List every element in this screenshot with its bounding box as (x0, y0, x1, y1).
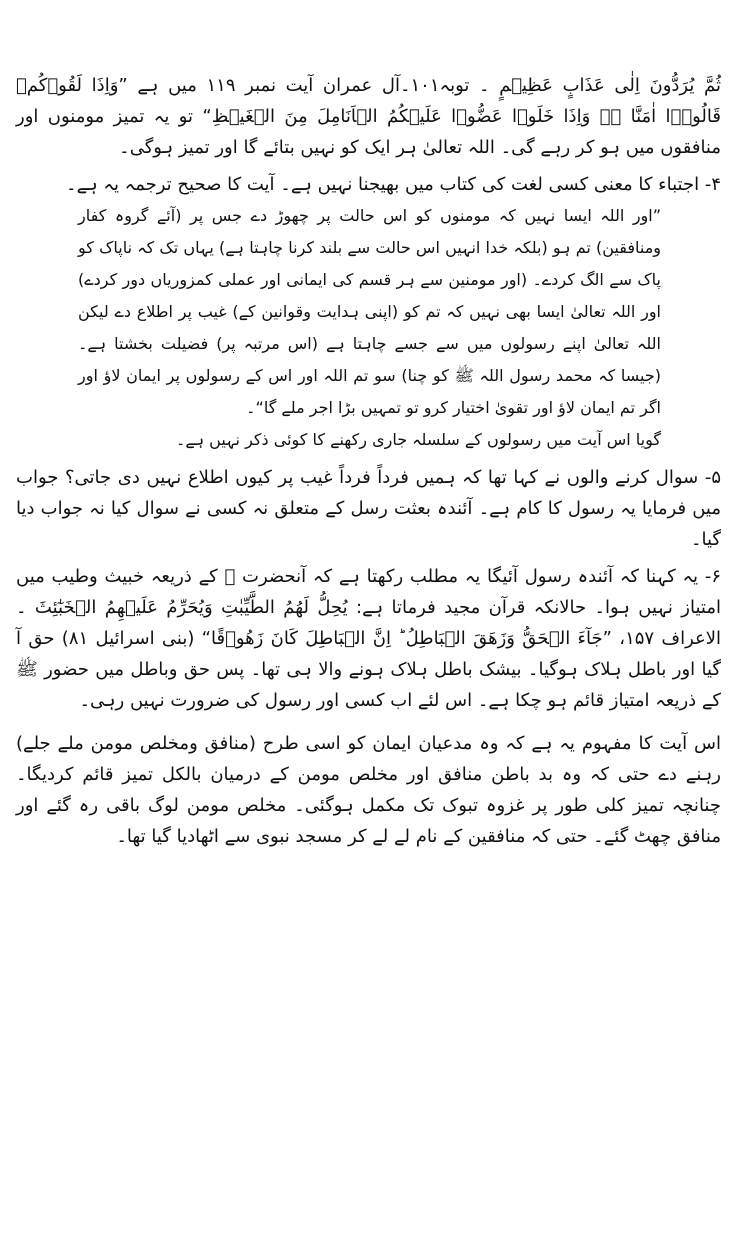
paragraph-point-6: ۶- یہ کہنا کہ آئندہ رسول آئیگا یہ مطلب رکھتا ہے کہ آنحضرت ﷺ کے ذریعہ خبیث وطیب میں امتیاز نہیں ہوا۔ حالانکہ قرآن مجید فرماتا ہے: يُحِلُّ لَهُمُ الطَّيِّبٰتِ وَيُحَرِّمُ عَلَيۡهِمُ الۡخَبٰٓئِثَ ۔ الاعراف ۱۵۷، ”جَآءَ الۡحَقُّ وَزَهَقَ الۡبَاطِلُ ؕ اِنَّ الۡبَاطِلَ كَانَ زَهُوۡقًا“ (بنی اسرائیل ۸۱) حق آ گیا اور باطل ہلاک ہوگیا۔ بیشک باطل ہلاک ہونے والا ہی تھا۔ پس حق وباطل میں حضور ﷺ کے ذریعہ امتیاز قائم ہو چکا ہے۔ اس لئے اب کسی اور رسول کی ضرورت نہیں رہی۔ (16, 566, 722, 711)
paragraph-verse-intro: ثُمَّ يُرَدُّونَ اِلٰى عَذَابٍ عَظِيۡمٍ ۔ توبہ۱۰۱۔آل عمران آیت نمبر ۱۱۹ میں ہے ”وَاِذَا لَقُوۡكُمۡ قَالُوۡۤا اٰمَنَّا ۖۚ وَاِذَا خَلَوۡا عَضُّوۡا عَلَيۡكُمُ الۡاَنَامِلَ مِنَ الۡغَيۡظِ“ تو یہ تمیز مومنوں اور منافقوں میں ہو کر رہے گی۔ اللہ تعالیٰ ہر ایک کو نہیں بتائے گا اور تمیز ہوگی۔ (16, 75, 721, 158)
document-page (16, 70, 721, 852)
paragraph-summary: اس آیت کا مفہوم یہ ہے کہ وہ مدعیان ایمان کو اسی طرح (منافق ومخلص مومن ملے جلے) رہنے دے حتی کہ وہ بد باطن منافق اور مخلص مومن کے درمیان بالکل تمیز قائم کردیگا۔ چنانچہ تمیز کلی طور پر غزوہ تبوک تک مکمل ہوگئی۔ مخلص مومن لوگ باقی رہ گئے اور منافق چھٹ گئے۔ حتی کہ منافقین کے نام لے لے کر مسجد نبوی سے اٹھادیا گیا تھا۔ (16, 733, 721, 847)
paragraph-point-4: ۴- اجتباء کا معنی کسی لغت کی کتاب میں بھیجنا نہیں ہے۔ آیت کا صحیح ترجمہ یہ ہے۔ (66, 174, 721, 195)
quote-conclusion: گویا اس آیت میں رسولوں کے سلسلہ جاری رکھنے کا کوئی ذکر نہیں ہے۔ (175, 430, 661, 449)
quote-translation: ”اور اللہ ایسا نہیں کہ مومنوں کو اس حالت پر چھوڑ دے جس پر (آئے گروہ کفار ومنافقین) تم ہو (بلکہ خدا انہیں اس حالت سے بلند کرنا چاہتا ہے) یہاں تک کہ ناپاک کو پاک سے الگ کردے۔ (اور مومنین سے ہر قسم کی ایمانی اور عملی کمزوریاں دور کردے) اور اللہ تعالیٰ ایسا بھی نہیں کہ تم کو (اپنی ہدایت وقوانین کے) غیب پر اطلاع دے لیکن اللہ تعالیٰ اپنے رسولوں میں سے جسے چاہتا ہے (اس مرتبہ پر) فضیلت بخشتا ہے۔ (جیسا کہ محمد رسول اللہ ﷺ کو چنا) سو تم اللہ اور اس کے رسولوں پر ایمان لاؤ اور اگر تم ایمان لاؤ اور تقویٰ اختیار کرو تو تمہیں بڑا اجر ملے گا“۔ (78, 206, 661, 417)
paragraph-point-5: ۵- سوال کرنے والوں نے کہا تھا کہ ہمیں فرداً فرداً غیب پر کیوں اطلاع نہیں دی جاتی؟ جواب میں فرمایا یہ رسول کا کام ہے۔ آئندہ بعثت رسل کے متعلق نہ کسی نے سوال کیا نہ جواب دیا گیا۔ (16, 467, 721, 550)
